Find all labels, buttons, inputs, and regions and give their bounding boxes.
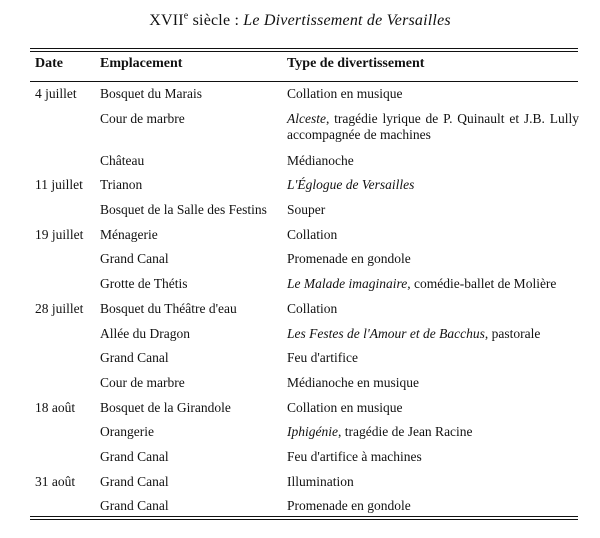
cell-place: Allée du Dragon: [100, 325, 190, 341]
type-text: Souper: [287, 202, 326, 218]
cell-type: [287, 177, 579, 193]
cell-type: [287, 375, 579, 391]
type-text: , tragédie lyrique de P. Quinault et J.B. Lully accompagnée de machines: [287, 110, 579, 142]
cell-type: [287, 301, 579, 317]
cell-place: Bosquet de la Girandole: [100, 399, 231, 415]
cell-type: [287, 449, 579, 465]
header-type: Type de divertissement: [287, 56, 425, 71]
cell-date: 4 juillet: [35, 86, 77, 101]
header-date: Date: [35, 56, 63, 71]
cell-date: 11 juillet: [35, 177, 83, 193]
cell-type: [287, 202, 579, 218]
work-title: L'Églogue de Versailles: [287, 177, 415, 193]
type-text: Feu d'artifice: [287, 350, 359, 366]
type-text: Illumination: [287, 473, 354, 489]
cell-date: 18 août: [35, 399, 76, 415]
cell-type: [287, 276, 579, 292]
cell-type: [287, 474, 579, 490]
table-top-rule-double: [30, 51, 578, 52]
cell-type: [287, 227, 579, 243]
cell-place: Cour de marbre: [100, 374, 185, 390]
type-text: Promenade en gondole: [287, 251, 411, 267]
cell-type: [287, 498, 579, 514]
table-row: [0, 248, 600, 273]
cell-place: Bosquet du Théâtre d'eau: [100, 300, 237, 316]
header-place: Emplacement: [100, 56, 183, 71]
table-row: [0, 224, 600, 249]
type-text: , tragédie de Jean Racine: [337, 424, 473, 440]
type-text: Collation en musique: [287, 399, 403, 415]
cell-type: [287, 251, 579, 267]
cell-place: Bosquet du Marais: [100, 86, 202, 101]
cell-place: Grotte de Thétis: [100, 276, 188, 292]
type-text: Collation: [287, 226, 338, 242]
cell-place: Grand Canal: [100, 498, 169, 514]
cell-place: Bosquet de la Salle des Festins: [100, 202, 267, 218]
table-bottom-rule: [30, 516, 578, 517]
table-row: [0, 108, 600, 150]
title-subtitle: Le Divertissement de Versailles: [243, 12, 451, 29]
cell-place: Trianon: [100, 177, 143, 193]
table-row: [0, 174, 600, 199]
cell-type: [287, 350, 579, 366]
table-row: [0, 421, 600, 446]
type-text: Collation: [287, 300, 338, 316]
table-row: [0, 471, 600, 496]
table-row: [0, 323, 600, 348]
title-century: XVII: [149, 12, 184, 29]
table-row: [0, 347, 600, 372]
type-text: Collation en musique: [287, 86, 403, 101]
type-text: , pastorale: [484, 325, 541, 341]
work-title: Les Festes de l'Amour et de Bacchus: [287, 325, 485, 341]
work-title: Alceste: [287, 110, 326, 126]
cell-date: 28 juillet: [35, 300, 84, 316]
table-bottom-rule-double: [30, 519, 578, 520]
table-row: [0, 397, 600, 422]
cell-date: 19 juillet: [35, 226, 84, 242]
table-row: [0, 273, 600, 298]
work-title: Le Malade imaginaire: [287, 276, 408, 292]
cell-place: Grand Canal: [100, 473, 169, 489]
title-century-superscript: e: [183, 10, 189, 22]
table-top-rule: [30, 48, 578, 49]
table-row: [0, 446, 600, 471]
type-text: Promenade en gondole: [287, 498, 411, 514]
table-row: [0, 150, 600, 175]
cell-type: [287, 86, 579, 102]
table-row: [0, 372, 600, 397]
cell-place: Cour de marbre: [100, 110, 185, 126]
cell-place: Grand Canal: [100, 448, 169, 464]
table-header-rule: [30, 81, 578, 82]
table-row: [0, 298, 600, 323]
type-text: Médianoche en musique: [287, 374, 419, 390]
cell-place: Château: [100, 152, 145, 168]
work-title: Iphigénie: [287, 424, 338, 440]
table-row: [0, 199, 600, 224]
title-word: siècle :: [192, 12, 240, 29]
table-body: [0, 83, 600, 520]
table-header-row: [0, 56, 600, 76]
cell-place: Grand Canal: [100, 350, 169, 366]
cell-place: Grand Canal: [100, 251, 169, 267]
cell-type: [287, 111, 579, 143]
cell-type: [287, 326, 579, 342]
cell-type: [287, 424, 579, 440]
type-text: , comédie-ballet de Molière: [407, 276, 557, 292]
page-title: [0, 12, 600, 30]
cell-place: Orangerie: [100, 424, 154, 440]
cell-place: Ménagerie: [100, 226, 158, 242]
type-text: Médianoche: [287, 152, 354, 168]
type-text: Feu d'artifice à machines: [287, 448, 422, 464]
cell-date: 31 août: [35, 473, 76, 489]
cell-type: [287, 153, 579, 169]
table-row: [0, 83, 600, 108]
cell-type: [287, 400, 579, 416]
